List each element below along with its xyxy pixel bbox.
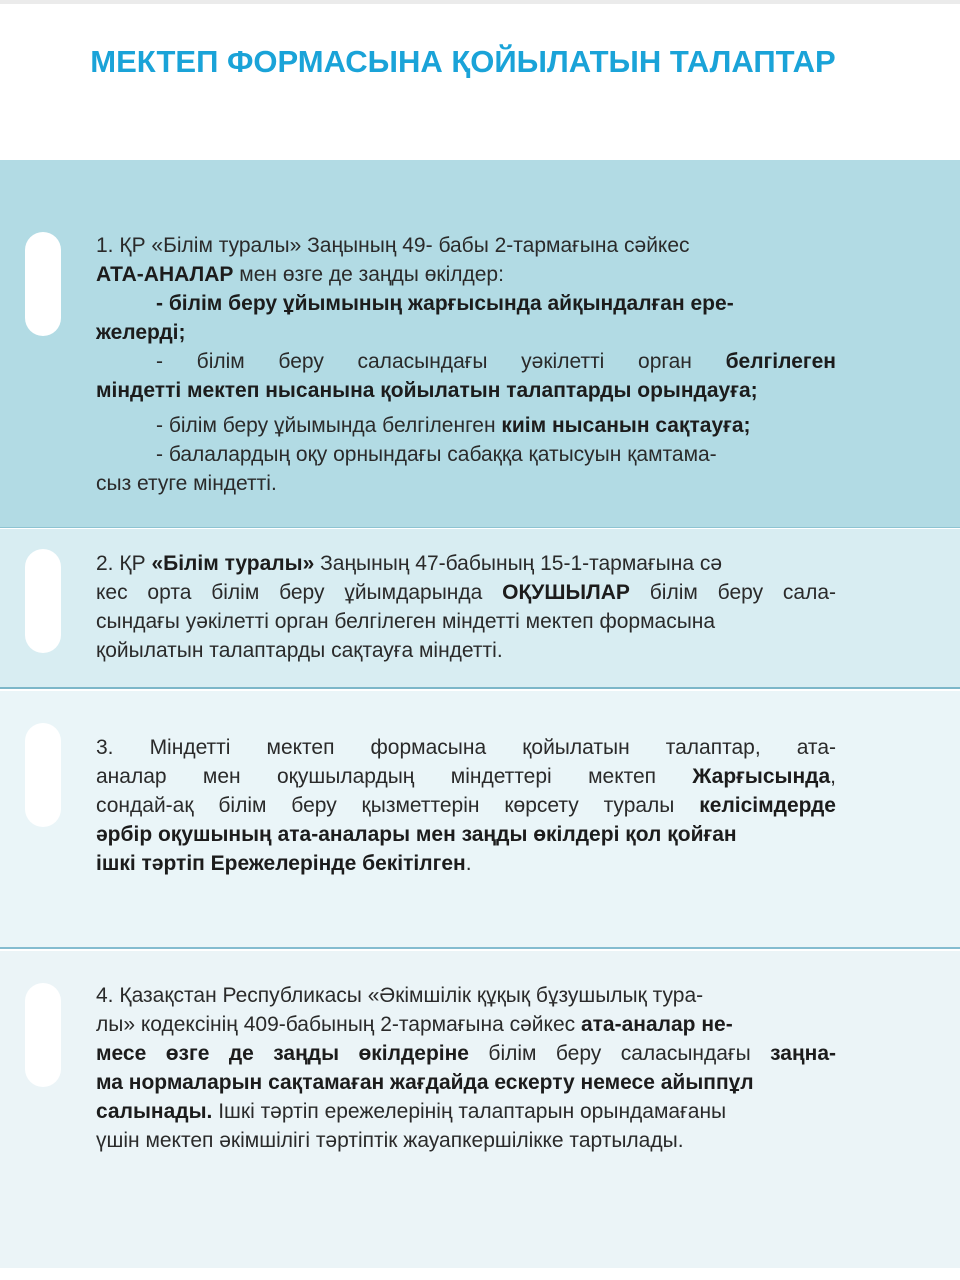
text-line: месе өзге де заңды өкілдеріне білім беру саласындағы заңна-: [96, 1042, 837, 1065]
text-line: лы» кодексінің 409-бабының 2-тармағына сәйкес ата-аналар не-: [96, 1013, 733, 1036]
text-line: желерді;: [96, 321, 186, 344]
text-line: 2. ҚР «Білім туралы» Заңының 47-бабының 15-1-тармағына сә: [96, 552, 723, 575]
section-marker: [25, 232, 61, 336]
requirement-section-1: [0, 160, 960, 528]
text-line: 4. Қазақстан Республикасы «Әкімшілік құқық бұзушылық тура-: [96, 984, 704, 1007]
section-1-text: [96, 231, 836, 498]
text-line: сындағы уәкілетті орган белгілеген міндетті мектеп формасына: [96, 610, 716, 633]
text-line: - балалардың оқу орнындағы сабаққа қатысуын қамтама-: [156, 443, 717, 466]
requirement-section-3: [0, 691, 960, 949]
page-bottom-margin: [0, 1268, 960, 1280]
section-marker: [25, 549, 61, 653]
text-line: үшін мектеп әкімшілігі тәртіптік жауапкершілікке тартылады.: [96, 1129, 684, 1152]
text-line: 1. ҚР «Білім туралы» Заңының 49- бабы 2-тармағына сәйкес: [96, 234, 690, 257]
section-3-text: [96, 733, 836, 878]
section-4-text: [96, 981, 836, 1155]
text-line: қойылатын талаптарды сақтауға міндетті.: [96, 639, 503, 662]
text-line: әрбір оқушының ата-аналары мен заңды өкілдері қол қойған: [96, 823, 737, 846]
text-line: 3. Міндетті мектеп формасына қойылатын талаптар, ата-: [96, 736, 836, 759]
section-2-text: [96, 549, 836, 665]
text-line: - білім беру саласындағы уәкілетті орган белгілеген: [156, 350, 836, 373]
text-line: міндетті мектеп нысанына қойылатын талаптарды орындауға;: [96, 379, 758, 402]
text-line: кес орта білім беру ұйымдарында ОҚУШЫЛАР білім беру сала-: [96, 581, 836, 604]
section-marker: [25, 723, 61, 827]
text-line: аналар мен оқушылардың міндеттері мектеп Жарғысында,: [96, 765, 836, 788]
text-line: ма нормаларын сақтамаған жағдайда ескерту немесе айыппұл: [96, 1071, 754, 1094]
text-line: - білім беру ұйымының жарғысында айқындалған ере-: [156, 292, 734, 315]
section-marker: [25, 983, 61, 1087]
text-line: сыз етуге міндетті.: [96, 472, 277, 495]
page-title: МЕКТЕП ФОРМАСЫНА ҚОЙЫЛАТЫН ТАЛАПТАР: [90, 44, 836, 79]
text-line: АТА-АНАЛАР мен өзге де заңды өкілдер:: [96, 263, 504, 286]
requirement-section-2: [0, 529, 960, 689]
text-line: ішкі тәртіп Ережелерінде бекітілген.: [96, 852, 472, 875]
page-top-border: [0, 0, 960, 4]
text-line: сондай-ақ білім беру қызметтерін көрсету туралы келісімдерде: [96, 794, 836, 817]
requirement-section-4: [0, 951, 960, 1268]
text-line: салынады. Ішкі тәртіп ережелерінің талаптарын орындамағаны: [96, 1100, 727, 1123]
text-line: - білім беру ұйымында белгіленген киім нысанын сақтауға;: [156, 414, 751, 437]
